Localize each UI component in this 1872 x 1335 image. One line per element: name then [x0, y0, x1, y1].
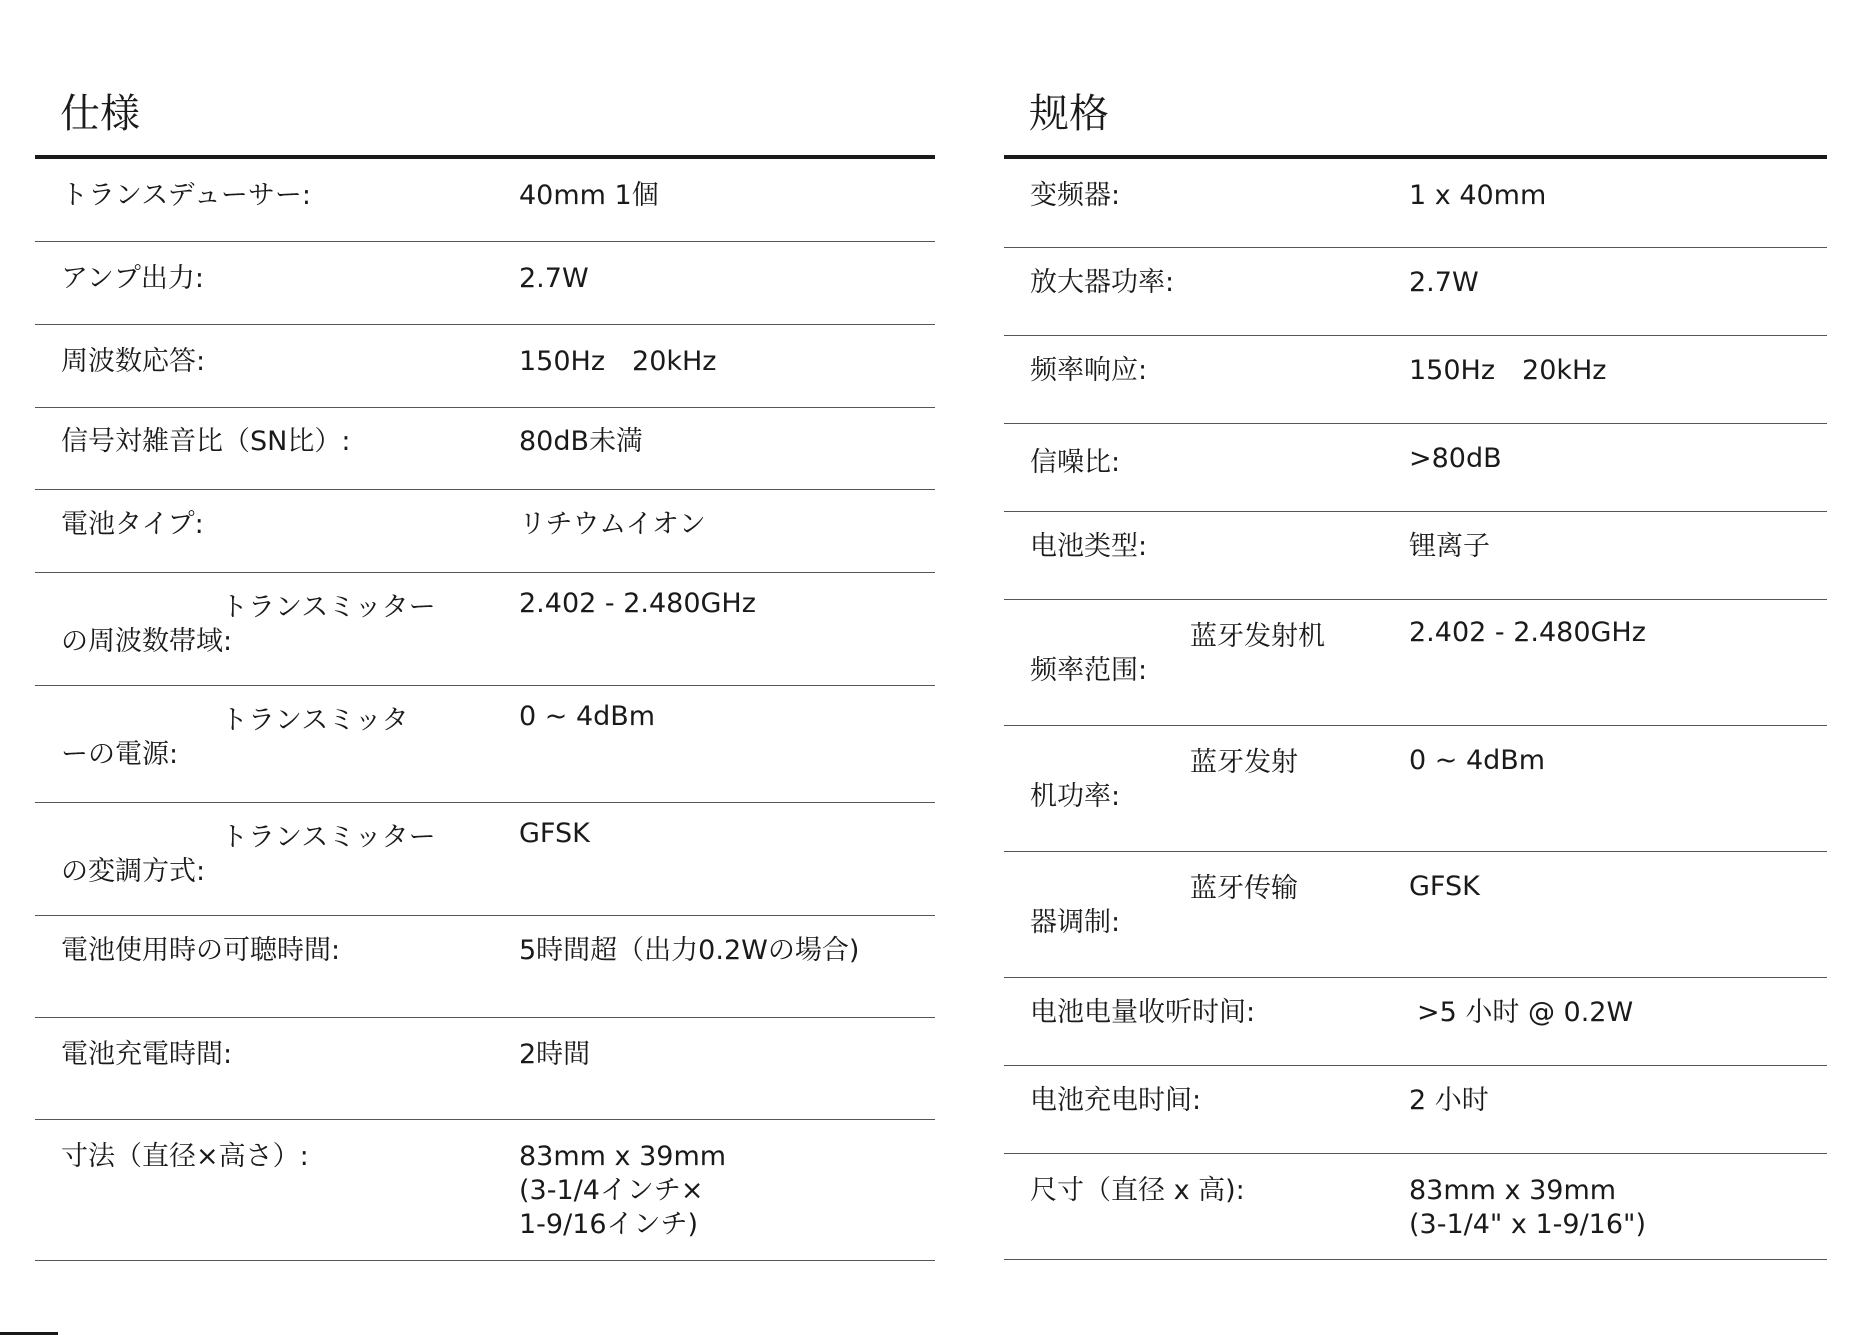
spec-value: 2.402 - 2.480GHz	[1409, 617, 1646, 648]
spec-value-line: (3-1/4インチ×	[519, 1175, 704, 1206]
spec-row-listening-time-ja	[35, 916, 935, 1018]
spec-label: 电池电量收听时间:	[1030, 997, 1256, 1028]
spec-row-amp-ja	[35, 242, 935, 325]
spec-label	[1030, 872, 1298, 940]
spec-value: 2 小时	[1409, 1085, 1489, 1116]
spec-value: >80dB	[1409, 443, 1502, 474]
spec-value: 2時間	[519, 1039, 591, 1070]
spec-value: リチウムイオン	[519, 509, 706, 540]
spec-row-listening-time-zh	[1004, 978, 1827, 1066]
spec-label	[61, 591, 436, 659]
spec-label-line: の変調方式:	[61, 856, 206, 887]
spec-label: 電池充電時間:	[61, 1039, 233, 1070]
spec-row-tx-power-zh	[1004, 726, 1827, 852]
spec-label	[61, 704, 409, 772]
spec-row-dimensions-ja	[35, 1120, 935, 1261]
spec-label-line: 蓝牙发射	[1190, 747, 1298, 778]
spec-label-line: 器调制:	[1030, 907, 1121, 938]
spec-row-tx-power-ja	[35, 686, 935, 803]
spec-label-line: 频率范围:	[1030, 655, 1148, 686]
spec-label-line: の周波数帯域:	[61, 626, 233, 657]
spec-row-battery-type-zh	[1004, 512, 1827, 600]
spec-label	[1030, 746, 1298, 814]
spec-label-line: トランスミッター	[221, 822, 436, 853]
spec-label: 频率响应:	[1030, 355, 1148, 386]
spec-label: 周波数応答:	[61, 346, 206, 377]
spec-value	[519, 1140, 726, 1242]
spec-label: 信噪比:	[1030, 447, 1121, 478]
spec-value: GFSK	[1409, 871, 1480, 902]
spec-label: 电池充电时间:	[1030, 1085, 1202, 1116]
spec-row-tx-band-ja	[35, 573, 935, 686]
spec-value	[1409, 1174, 1646, 1242]
spec-label-line: ーの電源:	[61, 739, 179, 770]
spec-label-line: 机功率:	[1030, 781, 1121, 812]
spec-label: 变频器:	[1030, 180, 1121, 211]
spec-value: 80dB未満	[519, 426, 644, 457]
spec-heading-zh: 规格	[1029, 91, 1109, 137]
spec-row-tx-modulation-ja	[35, 803, 935, 916]
spec-value: 2.7W	[519, 263, 589, 294]
spec-value: 150Hz 20kHz	[1409, 355, 1607, 386]
spec-value: 5時間超（出力0.2Wの場合)	[519, 935, 860, 966]
spec-value-line: 1-9/16インチ)	[519, 1209, 699, 1240]
spec-label: 電池タイプ:	[61, 509, 204, 540]
spec-row-snr-ja	[35, 408, 935, 490]
spec-row-battery-type-ja	[35, 490, 935, 573]
spec-label-line: 蓝牙发射机	[1190, 621, 1325, 652]
spec-value: 150Hz 20kHz	[519, 346, 717, 377]
spec-label: 信号対雑音比（SN比）:	[61, 426, 351, 457]
spec-label: アンプ出力:	[61, 263, 205, 294]
spec-heading-ja: 仕様	[60, 91, 140, 137]
spec-value: 锂离子	[1409, 531, 1490, 562]
spec-label: 寸法（直径×高さ）:	[61, 1141, 309, 1172]
spec-value: 1 x 40mm	[1409, 180, 1547, 211]
spec-value: 0 ~ 4dBm	[519, 701, 656, 732]
spec-row-frequency-ja	[35, 325, 935, 408]
spec-row-charge-time-ja	[35, 1018, 935, 1120]
spec-row-charge-time-zh	[1004, 1066, 1827, 1154]
spec-value: 2.402 - 2.480GHz	[519, 588, 756, 619]
spec-row-snr-zh	[1004, 424, 1827, 512]
spec-value: 40mm 1個	[519, 180, 659, 211]
spec-label-line: トランスミッター	[221, 592, 436, 623]
spec-label	[61, 821, 436, 889]
spec-label	[1030, 620, 1325, 688]
spec-row-tx-band-zh	[1004, 600, 1827, 726]
spec-label: 电池类型:	[1030, 531, 1148, 562]
spec-row-transducer-ja	[35, 159, 935, 242]
spec-row-transducer-zh	[1004, 159, 1827, 248]
spec-row-amp-zh	[1004, 248, 1827, 336]
spec-label: 放大器功率:	[1030, 267, 1175, 298]
spec-value-line: 83mm x 39mm	[519, 1141, 727, 1172]
spec-value: 2.7W	[1409, 267, 1479, 298]
spec-label: 電池使用時の可聴時間:	[61, 935, 341, 966]
spec-row-tx-modulation-zh	[1004, 852, 1827, 978]
spec-row-frequency-zh	[1004, 336, 1827, 424]
spec-label-line: 蓝牙传输	[1190, 873, 1298, 904]
spec-label: トランスデューサー:	[61, 180, 311, 211]
spec-label-line: トランスミッタ	[221, 705, 409, 736]
spec-label: 尺寸（直径 x 高):	[1030, 1175, 1245, 1206]
spec-value-line: 83mm x 39mm	[1409, 1175, 1617, 1206]
spec-value: GFSK	[519, 818, 590, 849]
spec-value: 0 ~ 4dBm	[1409, 745, 1546, 776]
spec-value-line: (3-1/4" x 1-9/16")	[1409, 1209, 1646, 1240]
spec-row-dimensions-zh	[1004, 1154, 1827, 1260]
spec-value: >5 小时 @ 0.2W	[1417, 997, 1634, 1028]
